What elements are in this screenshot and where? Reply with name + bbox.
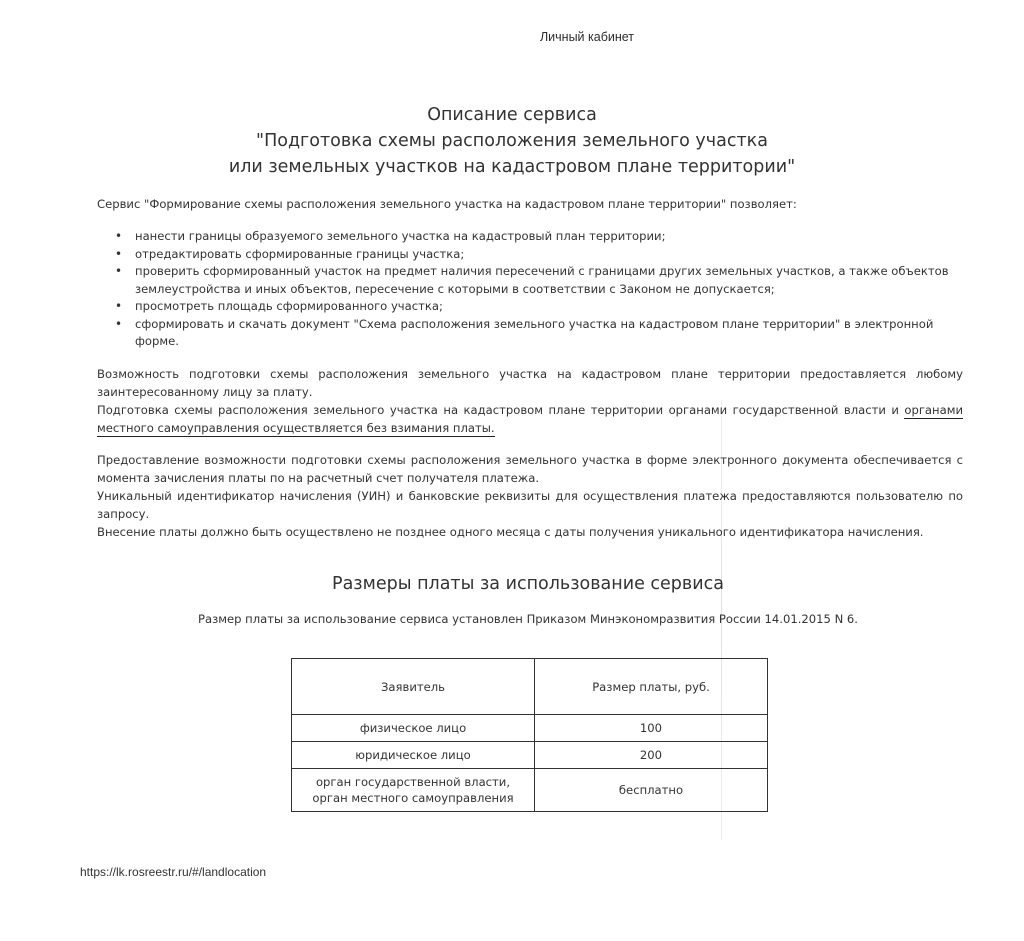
title-line-3: или земельных участков на кадастровом плане территории" — [228, 157, 796, 177]
paragraph-text — [97, 401, 963, 437]
column-header: Размер платы, руб. — [535, 659, 768, 715]
list-item: • просмотреть площадь сформированного участка; — [115, 298, 965, 316]
header-label: Личный кабинет — [539, 30, 635, 44]
table-cell: юридическое лицо — [292, 742, 535, 769]
table-row — [292, 742, 768, 769]
list-item: • проверить сформированный участок на предмет наличия пересечений с границами других земельных участков, а также объектов землеустройства и иных объектов, пересечение с которыми в соответствии с Законом не допускается; — [115, 263, 965, 298]
table-cell: 200 — [535, 742, 768, 769]
fee-table — [291, 658, 768, 812]
underlined-text: органами местного самоуправления осуществляется без взимания платы. — [97, 403, 963, 435]
table-cell — [292, 769, 535, 812]
table-cell: физическое лицо — [292, 715, 535, 742]
list-item: • сформировать и скачать документ "Схема расположения земельного участка на кадастровом плане территории" в электронной форме. — [115, 316, 965, 351]
paragraph-text: Уникальный идентификатор начисления (УИН) и банковские реквизиты для осуществления платежа предоставляются пользователю по запросу. — [97, 489, 963, 521]
title-line-1: Описание сервиса — [427, 105, 597, 125]
table-row — [292, 769, 768, 812]
table-header-row — [292, 659, 768, 715]
table-cell: 100 — [535, 715, 768, 742]
paragraph-payment — [97, 451, 963, 541]
paragraph-text: Предоставление возможности подготовки схемы расположения земельного участка в форме электронного документа обеспечивается с момента зачисления платы по на расчетный счет получателя платежа. — [97, 453, 963, 485]
footer-url: https://lk.rosreestr.ru/#/landlocation — [80, 865, 267, 879]
list-item: • отредактировать сформированные границы участка; — [115, 246, 965, 264]
paragraph-text-start: Подготовка схемы расположения земельного участка на кадастровом плане территории органами государственной власти и — [97, 403, 899, 417]
list-item: • нанести границы образуемого земельного участка на кадастровый план территории; — [115, 228, 965, 246]
paragraph-text: Внесение платы должно быть осуществлено не позднее одного месяца с даты получения уникального идентификатора начисления. — [97, 525, 924, 539]
column-header: Заявитель — [292, 659, 535, 715]
cell-line: орган государственной власти, — [315, 775, 511, 789]
intro-text: Сервис "Формирование схемы расположения земельного участка на кадастровом плане территории" позволяет: — [97, 197, 797, 211]
title-line-2: "Подготовка схемы расположения земельного участка — [256, 131, 768, 151]
page-title — [0, 102, 1024, 180]
paragraph-availability — [97, 365, 963, 437]
paragraph-text: Возможность подготовки схемы расположения земельного участка на кадастровом плане территории предоставляется любому заинтересованному лицу за плату. — [97, 367, 963, 399]
fee-note: Размер платы за использование сервиса установлен Приказом Минэкономразвития России 14.01.2015 N 6. — [197, 612, 858, 626]
cell-line: орган местного самоуправления — [312, 791, 514, 805]
section-title: Размеры платы за использование сервиса — [332, 574, 724, 594]
feature-list — [115, 228, 965, 351]
table-cell: бесплатно — [535, 769, 768, 812]
table-row — [292, 715, 768, 742]
